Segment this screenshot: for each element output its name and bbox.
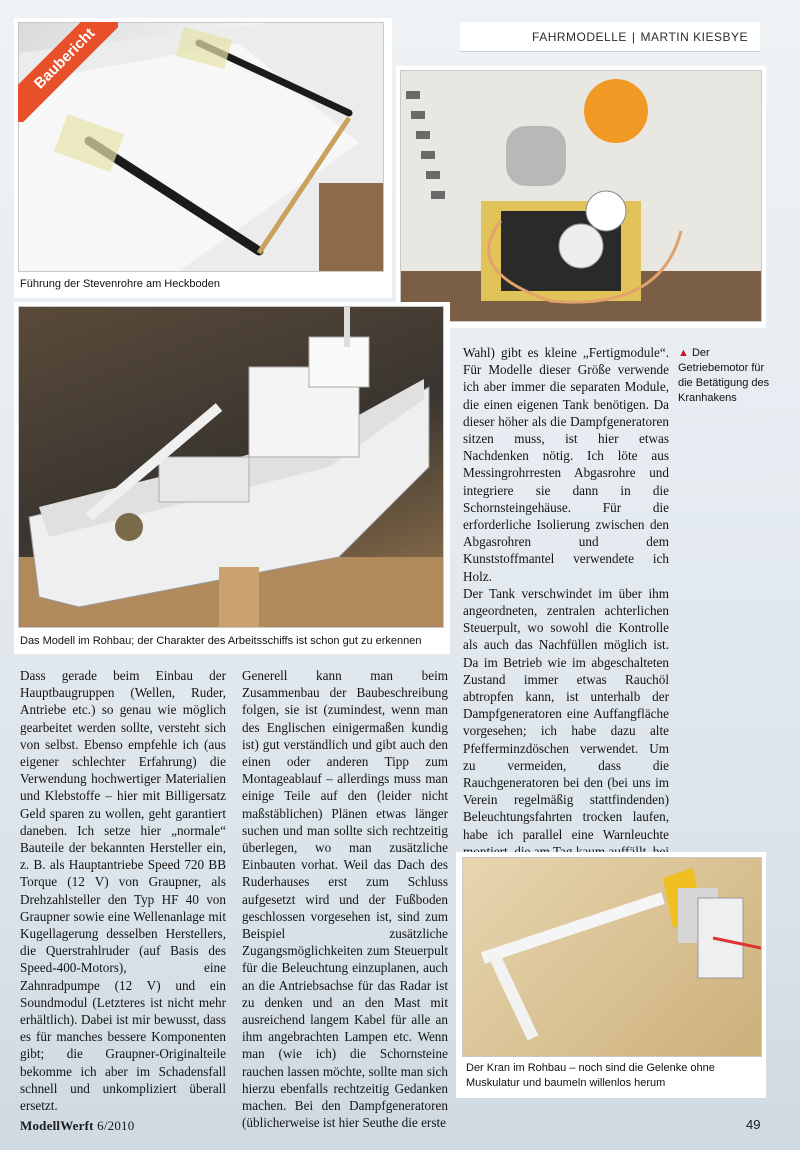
issue-number: 6/2010 <box>97 1118 135 1133</box>
text-column-1 <box>20 667 226 1114</box>
author-name: MARTIN KIESBYE <box>640 29 748 44</box>
page-number: 49 <box>746 1117 761 1132</box>
header-separator: | <box>631 29 636 44</box>
report-badge <box>18 22 118 122</box>
text-column-3 <box>463 344 669 895</box>
caption-crane: Der Kran im Rohbau – noch sind die Gelenke ohne Muskulatur und baumeln willenlos herum <box>466 1062 715 1089</box>
text-column-2 <box>242 667 448 1131</box>
section-label: FAHRMODELLE <box>532 29 627 44</box>
badge-label: Baubericht <box>18 22 118 122</box>
footer-magazine <box>20 1118 134 1134</box>
caption-gear-motor <box>678 346 778 406</box>
section-header <box>460 22 760 52</box>
photo-crane <box>462 857 762 1057</box>
caption-model-raw: Das Modell im Rohbau; der Charakter des Arbeitsschiffs ist schon gut zu erkennen <box>20 635 422 647</box>
paragraph-col3a: Wahl) gibt es kleine „Fertigmodule“. Für Modelle dieser Größe verwende ich aber immer die separaten Module, die einen eigenen Tank benötigen. Da dieser höher als die Dampfgeneratoren sitzen muss, ist hier etwas Nachdenken nötig. Ich löte aus Messingrohrresten Abgasrohre und integriere sie dann in die Schornsteingehäuse. Für die erforderliche Isolierung zwischen den Abgasrohren und dem Kunststoffmantel verwendete ich Holz. <box>463 345 669 584</box>
photo-gear-motor <box>400 70 762 322</box>
caption-stern-tubes: Führung der Stevenrohre am Heckboden <box>20 278 220 290</box>
crane-illustration <box>463 858 761 1056</box>
gear-motor-illustration <box>401 71 761 321</box>
caption-gear-motor-text: Der Getriebemotor für die Betätigung des Kranhakens <box>678 347 770 404</box>
photo-model-raw <box>18 306 444 628</box>
caption-pointer-icon: ▲ <box>678 347 689 359</box>
paragraph-col2: Generell kann man beim Zusammenbau der Baubeschreibung folgen, sie ist (zumindest, wenn man des Englischen einigermaßen kundig ist) gut verständlich und gibt auch den einen oder anderen Tipp zum Montageablauf – allerdings muss man einige Teile auf den (leider nicht maßstäblichen) Plänen etwas länger suchen und man sollte sich rechtzeitig überlegen, wo man zusätzliche Einbauten vorhat. Weil das Dach des Ruderhauses erst zum Schluss aufgesetzt wird und der Fußboden geschlossen vorgesehen ist, sind zum Beispiel zusätzliche Zugangsmöglichkeiten zum Steuerpult für die Beleuchtung einzuplanen, auch an die Antriebsachse für das Radar ist zu denken und an den Mast mit ausreichend langem Kabel für alle an ihm angebrachten Lampen etc. Wenn man (wie ich) die Schornsteine rauchen lassen möchte, sollte man sich hierzu ebenfalls rechtzeitig Gedanken machen. Bei den Dampfgeneratoren (üblicherweise ist hier Seuthe die erste <box>242 668 448 1131</box>
magazine-name: ModellWerft <box>20 1118 94 1133</box>
model-hull-illustration <box>19 307 443 627</box>
paragraph-col1: Dass gerade beim Einbau der Hauptbaugruppen (Wellen, Ruder, Antriebe etc.) so genau wie möglich gearbeitet werden sollte, versteht sich von selbst. Ebenso empfehle ich (aus eigener schlechter Erfahrung) die Verwendung hochwertiger Materialien und Klebstoffe – hier mit Billigersatz Geld sparen zu wollen, geht garantiert daneben. Ich setze hier „normale“ Bauteile der bekannten Hersteller ein, z. B. als Hauptantriebe Speed 720 BB Torque (12 V) von Graupner, als Drehzahlsteller den Typ HF 40 von Graupner sowie eine Wellenanlage mit Kugellagerung desselben Herstellers, die Querstrahlruder (auf Basis des Speed-400-Motors), eine Zahnradpumpe (12 V) und ein Soundmodul (Letzteres ist nicht mehr erhältlich). Dabei ist mir bewusst, dass es für manches bessere Komponenten gibt; die Graupner-Originalteile bekomme ich aber im Schadensfall schnell und unkompliziert überall ersetzt. <box>20 668 226 1114</box>
paragraph-col3b: Der Tank verschwindet im über ihm angeordneten, zentralen achterlichen Steuerpult, wo sowohl die Kontrolle als auch das Nachfüllen möglich ist. Da im Betrieb wie im abgeschalteten Zustand immer etwas Rauchöl abtropfen kann, ist unterhalb der Dampfgeneratoren eine Auffangfläche vorgesehen; ich habe dazu alte Pfefferminzdöschen verwendet. Um zu vermeiden, dass die Rauchgeneratoren bei den (bei uns im Verein regelmäßig stattfindenden) Beleuchtungsfahrten trocken laufen, habe ich parallel eine Warnleuchte <box>463 585 669 842</box>
